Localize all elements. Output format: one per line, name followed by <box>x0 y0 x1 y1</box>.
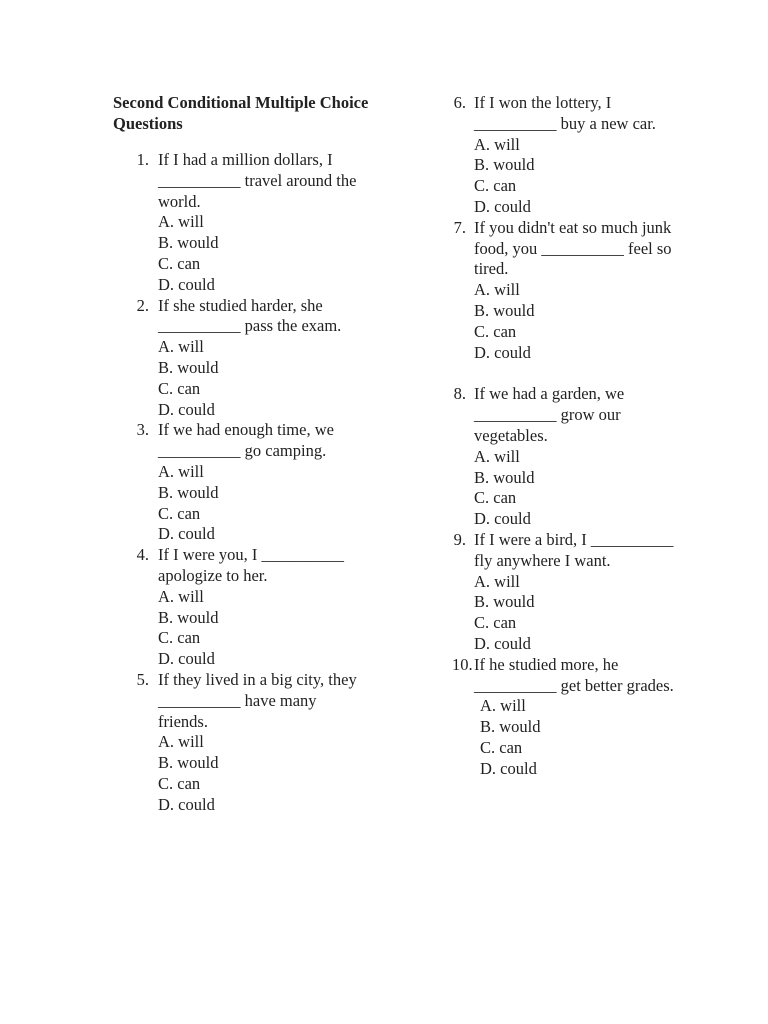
option-d: D. could <box>480 758 537 778</box>
question-number: 5. <box>136 669 149 689</box>
option-d: D. could <box>158 399 215 419</box>
question-number: 7. <box>453 217 466 237</box>
option-d: D. could <box>474 196 531 216</box>
question-number: 10. <box>452 654 473 674</box>
question-3 <box>113 420 363 545</box>
question-10 <box>432 655 682 780</box>
option-a: A. will <box>158 212 204 232</box>
option-b: B. would <box>474 467 535 487</box>
question-text: If we had a garden, we __________ grow our vegetables. <box>474 384 625 445</box>
option-c: C. can <box>474 488 517 508</box>
option-a: A. will <box>474 571 520 591</box>
option-b: B. would <box>474 300 535 320</box>
option-a: A. will <box>480 696 526 716</box>
option-c: C. can <box>158 503 201 523</box>
option-c: C. can <box>158 378 201 398</box>
question-8 <box>432 384 682 530</box>
question-2 <box>113 296 363 421</box>
option-a: A. will <box>474 446 520 466</box>
option-c: C. can <box>158 628 201 648</box>
option-b: B. would <box>158 357 219 377</box>
question-text: If I were you, I __________ apologize to her. <box>158 545 345 585</box>
option-c: C. can <box>474 321 517 341</box>
option-a: A. will <box>158 337 204 357</box>
question-6 <box>432 93 682 218</box>
question-text: If you didn't eat so much junk food, you __________ feel so tired. <box>474 217 672 279</box>
option-d: D. could <box>158 524 215 544</box>
option-d: D. could <box>158 794 215 814</box>
question-number: 6. <box>453 93 466 112</box>
question-7 <box>432 218 682 364</box>
option-c: C. can <box>474 176 517 196</box>
option-b: B. would <box>474 592 535 612</box>
option-b: B. would <box>158 482 219 502</box>
option-d: D. could <box>158 274 215 294</box>
question-text: If we had enough time, we __________ go camping. <box>158 420 334 461</box>
question-text: If I were a bird, I __________ fly anywhere I want. <box>474 529 674 570</box>
option-a: A. will <box>158 461 204 481</box>
option-c: C. can <box>480 737 523 757</box>
question-5 <box>113 670 363 816</box>
option-b: B. would <box>480 717 541 737</box>
page-title: Second Conditional Multiple Choice Questions <box>113 93 369 133</box>
question-9 <box>432 530 682 655</box>
question-4 <box>113 545 363 670</box>
option-b: B. would <box>158 233 219 253</box>
question-text: If they lived in a big city, they __________ have many friends. <box>158 669 357 731</box>
question-number: 9. <box>453 529 466 549</box>
left-column <box>113 150 363 816</box>
option-c: C. can <box>474 613 517 633</box>
question-1 <box>113 150 363 296</box>
option-b: B. would <box>474 155 535 175</box>
question-number: 3. <box>136 420 149 440</box>
option-d: D. could <box>474 509 531 529</box>
option-d: D. could <box>474 342 531 362</box>
option-d: D. could <box>474 633 531 653</box>
option-c: C. can <box>158 773 201 793</box>
question-text: If he studied more, he __________ get better grades. <box>474 654 674 695</box>
option-a: A. will <box>158 586 204 606</box>
option-a: A. will <box>474 134 520 154</box>
question-text: If she studied harder, she __________ pass the exam. <box>158 295 342 336</box>
right-column <box>432 93 682 780</box>
option-d: D. could <box>158 649 215 669</box>
option-a: A. will <box>474 280 520 300</box>
question-text: If I won the lottery, I __________ buy a new car. <box>474 93 656 133</box>
question-number: 2. <box>136 295 149 315</box>
spacer <box>432 363 682 384</box>
option-a: A. will <box>158 732 204 752</box>
option-b: B. would <box>158 607 219 627</box>
question-number: 1. <box>136 150 149 169</box>
question-number: 4. <box>136 545 149 565</box>
option-b: B. would <box>158 753 219 773</box>
option-c: C. can <box>158 253 201 273</box>
question-number: 8. <box>453 384 466 404</box>
question-text: If I had a million dollars, I __________ travel around the world. <box>158 150 357 211</box>
